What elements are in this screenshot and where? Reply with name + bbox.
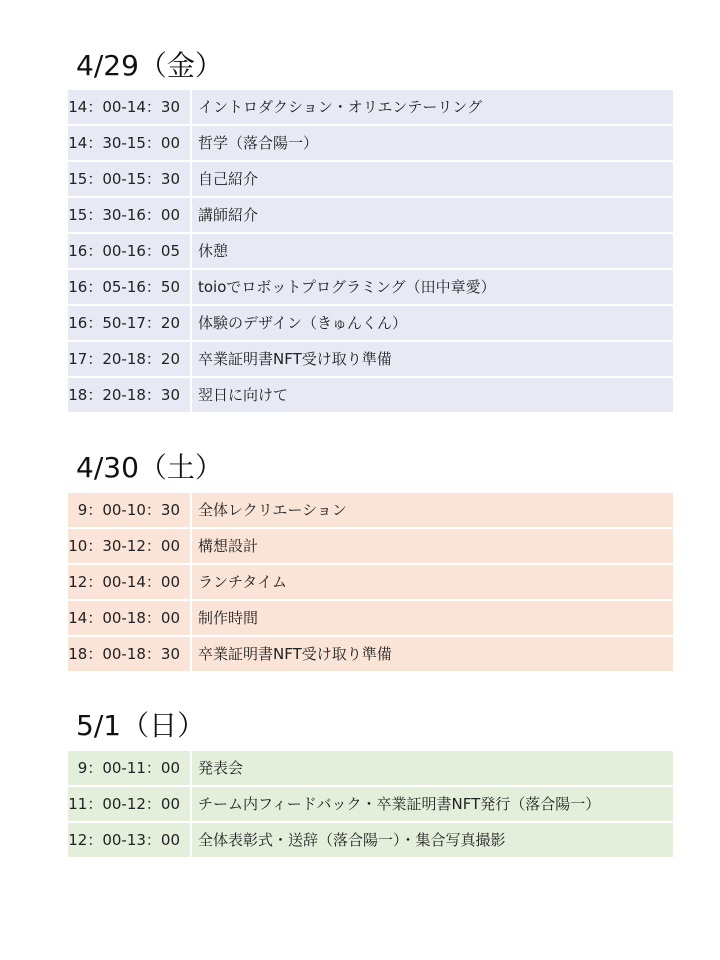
time-cell: 11：00-12：00	[68, 787, 192, 821]
event-cell: 講師紹介	[198, 206, 259, 224]
event-cell: 自己紹介	[198, 170, 259, 188]
event-cell: チーム内フィードバック・卒業証明書NFT発行（落合陽一）	[198, 795, 601, 813]
event-cell: ランチタイム	[198, 573, 287, 591]
table-row	[68, 198, 673, 234]
time-cell: 15：30-16：00	[68, 198, 192, 232]
time-cell: 15：00-15：30	[68, 162, 192, 196]
table-row	[68, 601, 673, 637]
time-cell: 12：00-13：00	[68, 823, 192, 857]
table-row	[68, 162, 673, 198]
day-heading-0429: 4/29（金）	[76, 49, 223, 82]
time-cell: 9：00-10：30	[68, 493, 192, 527]
table-row	[68, 234, 673, 270]
event-cell: toioでロボットプログラミング（田中章愛）	[198, 278, 496, 296]
table-row	[68, 637, 673, 673]
table-row	[68, 270, 673, 306]
time-cell: 18：00-18：30	[68, 637, 192, 671]
table-row	[68, 90, 673, 126]
table-row	[68, 493, 673, 529]
table-row	[68, 378, 673, 414]
event-cell: 体験のデザイン（きゅんくん）	[198, 314, 407, 332]
time-cell: 14：00-14：30	[68, 90, 192, 124]
table-row	[68, 823, 673, 859]
event-cell: 全体レクリエーション	[198, 501, 347, 519]
day-heading-0501: 5/1（日）	[76, 709, 206, 742]
event-cell: 構想設計	[198, 537, 259, 555]
schedule-table-0501	[68, 751, 673, 859]
time-cell: 18：20-18：30	[68, 378, 192, 412]
event-cell: 休憩	[198, 242, 229, 260]
table-row	[68, 787, 673, 823]
event-cell: 発表会	[198, 759, 244, 777]
event-cell: 制作時間	[198, 609, 259, 627]
schedule-table-0429	[68, 90, 673, 414]
table-row	[68, 565, 673, 601]
time-cell: 14：00-18：00	[68, 601, 192, 635]
schedule-table-0430	[68, 493, 673, 673]
table-row	[68, 342, 673, 378]
time-cell: 14：30-15：00	[68, 126, 192, 160]
event-cell: 翌日に向けて	[198, 386, 289, 404]
time-cell: 12：00-14：00	[68, 565, 192, 599]
event-cell: 全体表彰式・送辞（落合陽一）・集合写真撮影	[198, 831, 506, 849]
day-heading-0430: 4/30（土）	[76, 451, 223, 484]
table-row	[68, 306, 673, 342]
time-cell: 17：20-18：20	[68, 342, 192, 376]
time-cell: 9：00-11：00	[68, 751, 192, 785]
event-cell: 哲学（落合陽一）	[198, 134, 319, 152]
time-cell: 16：50-17：20	[68, 306, 192, 340]
table-row	[68, 529, 673, 565]
table-row	[68, 751, 673, 787]
event-cell: 卒業証明書NFT受け取り準備	[198, 645, 392, 663]
time-cell: 16：00-16：05	[68, 234, 192, 268]
table-row	[68, 126, 673, 162]
event-cell: 卒業証明書NFT受け取り準備	[198, 350, 392, 368]
time-cell: 10：30-12：00	[68, 529, 192, 563]
time-cell: 16：05-16：50	[68, 270, 192, 304]
event-cell: イントロダクション・オリエンテーリング	[198, 98, 483, 116]
